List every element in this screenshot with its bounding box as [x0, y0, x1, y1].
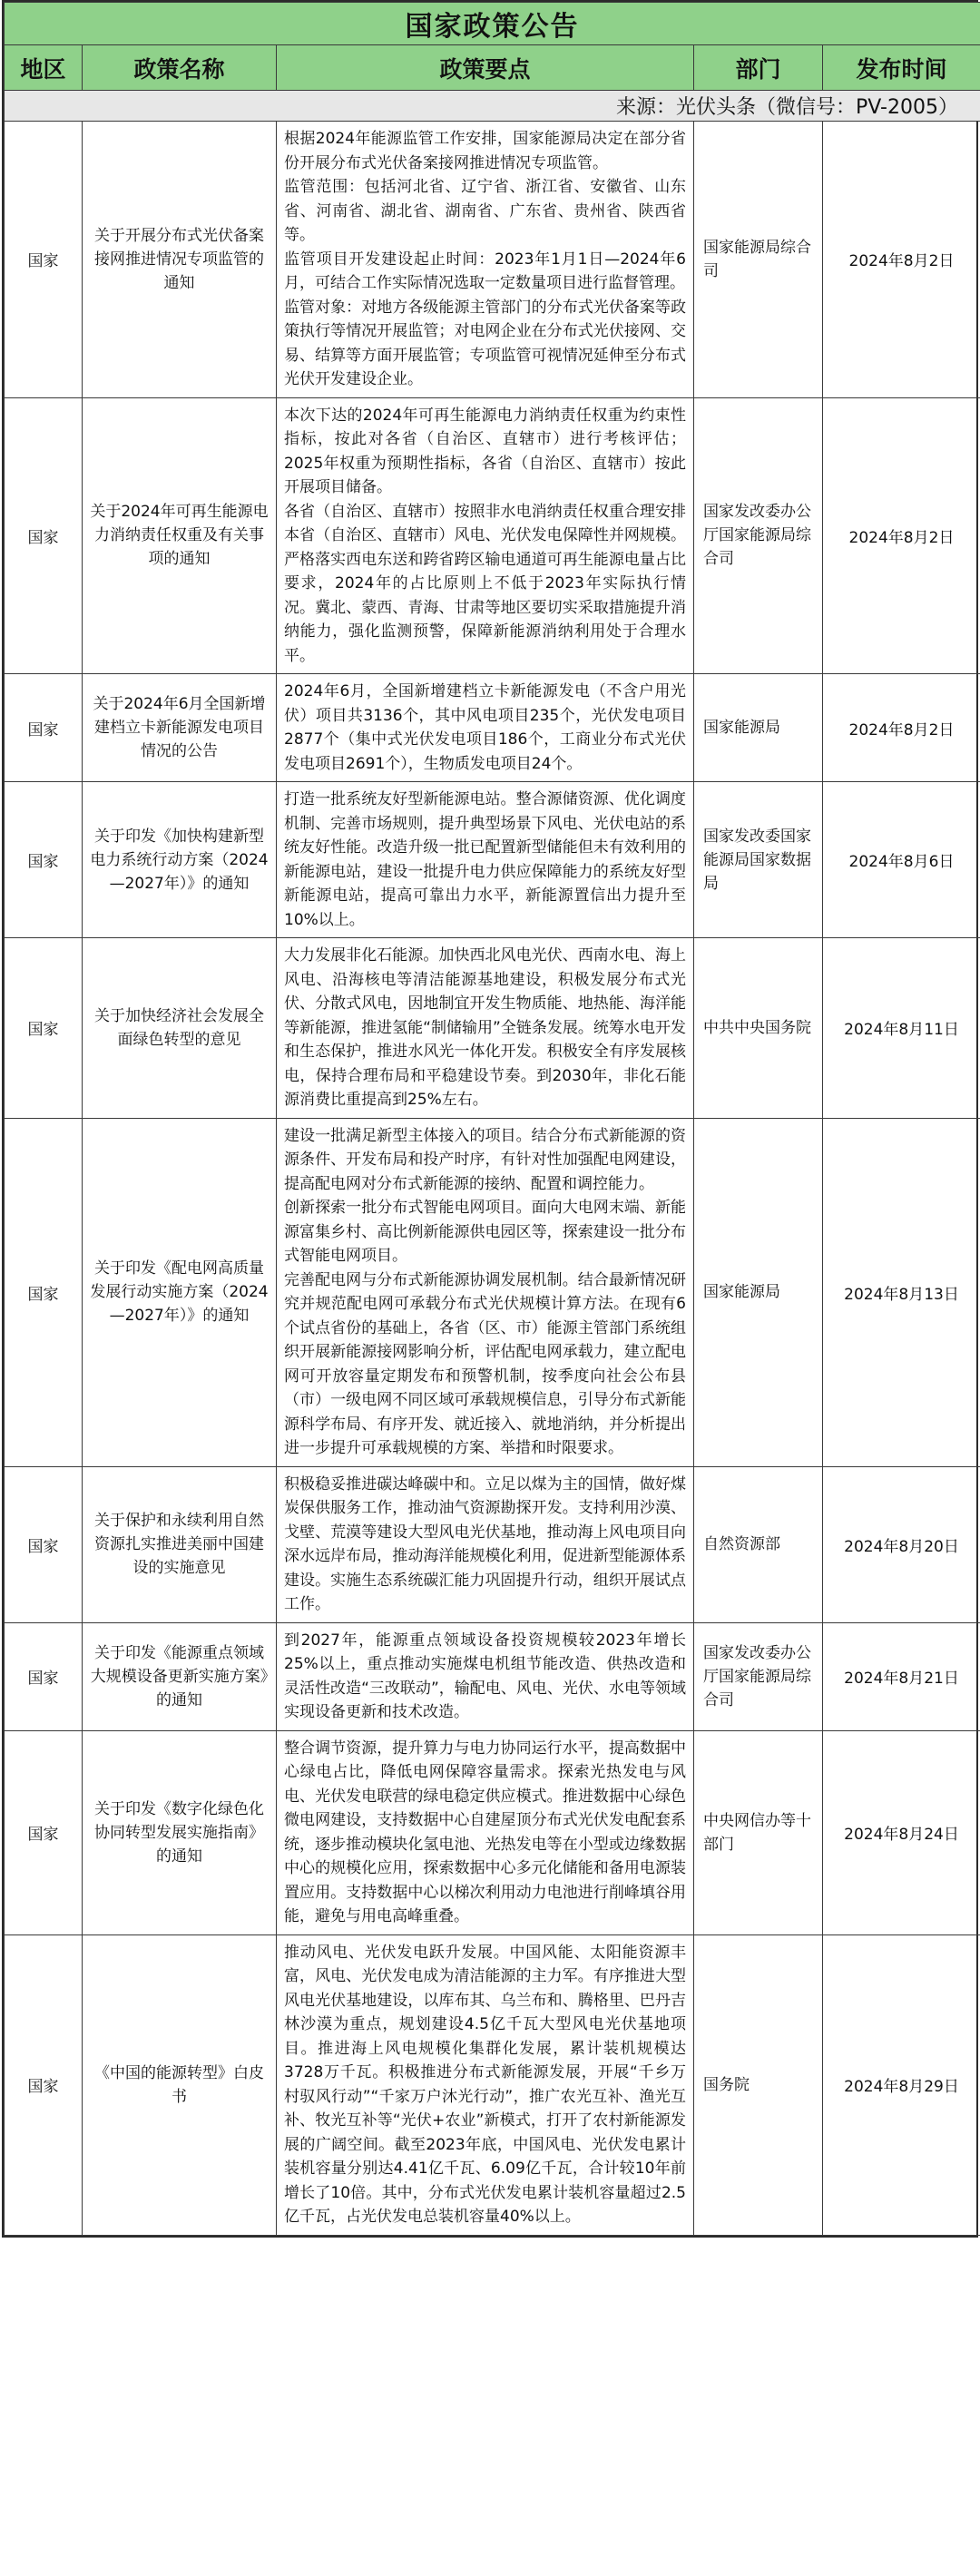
- cell-policy-name: 关于印发《配电网高质量发展行动实施方案（2024—2027年）》的通知: [83, 1118, 277, 1466]
- header-region: 地区: [5, 45, 83, 91]
- cell-publish-date: 2024年8月2日: [823, 122, 980, 398]
- cell-publish-date: 2024年8月20日: [823, 1466, 980, 1622]
- cell-publish-date: 2024年8月11日: [823, 938, 980, 1119]
- cell-department: 中央网信办等十部门: [694, 1730, 823, 1934]
- cell-policy-name: 关于保护和永续利用自然资源扎实推进美丽中国建设的实施意见: [83, 1466, 277, 1622]
- policy-point-paragraph: 监管对象：对地方各级能源主管部门的分布式光伏备案等政策执行等情况开展监管；对电网企业在分布式光伏接网、交易、结算等方面开展监管；专项监管可视情况延伸至分布式光伏开发建设企业。: [284, 298, 686, 388]
- cell-department: 国家发改委办公厅国家能源局综合司: [694, 1622, 823, 1730]
- policy-point-paragraph: 到2027年，能源重点领域设备投资规模较2023年增长25%以上，重点推动实施煤电机组节能改造、供热改造和灵活性改造“三改联动”，输配电、风电、光伏、水电等领域实现设备更新和技术改造。: [284, 1631, 686, 1721]
- cell-policy-points: [277, 1934, 694, 2235]
- table-row: [5, 1466, 980, 1622]
- policy-point-paragraph: 建设一批满足新型主体接入的项目。结合分布式新能源的资源条件、开发布局和投产时序，有针对性加强配电网建设，提高配电网对分布式新能源的接纳、配置和调控能力。: [284, 1126, 686, 1193]
- cell-department: 中共中央国务院: [694, 938, 823, 1119]
- header-date: 发布时间: [823, 45, 980, 91]
- cell-department: 国家能源局综合司: [694, 122, 823, 398]
- policy-point-paragraph: 完善配电网与分布式新能源协调发展机制。结合最新情况研究并规范配电网可承载分布式光伏规模计算方法。在现有6个试点省份的基础上，各省（区、市）能源主管部门系统组织开展新能源接网影响分析，评估配电网承载力，建立配电网可开放容量定期发布和预警机制，按季度向社会公布县（市）一级电网不同区域可承载规模信息，引导分布式新能源科学布局、有序开发、就近接入、就地消纳，并分析提出进一步提升可承载规模的方案、举措和时限要求。: [284, 1270, 686, 1457]
- source-row: [5, 91, 980, 122]
- cell-publish-date: 2024年8月21日: [823, 1622, 980, 1730]
- cell-region: 国家: [5, 782, 83, 938]
- header-dept: 部门: [694, 45, 823, 91]
- cell-policy-name: 关于印发《数字化绿色化协同转型发展实施指南》的通知: [83, 1730, 277, 1934]
- source-note: 来源：光伏头条（微信号：PV-2005）: [5, 91, 980, 122]
- policy-point-paragraph: 2024年6月，全国新增建档立卡新能源发电（不含户用光伏）项目共3136个，其中风电项目235个，光伏发电项目2877个（集中式光伏发电项目186个，工商业分布式光伏发电项目2691个），生物质发电项目24个。: [284, 682, 686, 773]
- policy-point-paragraph: 各省（自治区、直辖市）按照非水电消纳责任权重合理安排本省（自治区、直辖市）风电、光伏发电保障性并网规模。严格落实西电东送和跨省跨区输电通道可再生能源电量占比要求，2024年的占比原则上不低于2023年实际执行情况。冀北、蒙西、青海、甘肃等地区要切实采取措施提升消纳能力，强化监测预警，保障新能源消纳利用处于合理水平。: [284, 502, 686, 665]
- cell-publish-date: 2024年8月6日: [823, 782, 980, 938]
- policy-table: [4, 2, 980, 2236]
- header-row: [5, 45, 980, 91]
- table-row: [5, 1622, 980, 1730]
- table-row: [5, 122, 980, 398]
- cell-department: 国家发改委办公厅国家能源局综合司: [694, 397, 823, 674]
- cell-region: 国家: [5, 122, 83, 398]
- cell-region: 国家: [5, 1466, 83, 1622]
- policy-point-paragraph: 打造一批系统友好型新能源电站。整合源储资源、优化调度机制、完善市场规则，提升典型场景下风电、光伏电站的系统友好性能。改造升级一批已配置新型储能但未有效利用的新能源电站，建设一批提升电力供应保障能力的系统友好型新能源电站，提高可靠出力水平，新能源置信出力提升至10%以上。: [284, 790, 686, 929]
- policy-point-paragraph: 积极稳妥推进碳达峰碳中和。立足以煤为主的国情，做好煤炭保供服务工作，推动油气资源勘探开发。支持利用沙漠、戈壁、荒漠等建设大型风电光伏基地，推动海上风电项目向深水远岸布局，推动海洋能规模化利用，促进新型能源体系建设。实施生态系统碳汇能力巩固提升行动，组织开展试点工作。: [284, 1474, 686, 1613]
- cell-policy-points: [277, 397, 694, 674]
- cell-region: 国家: [5, 674, 83, 782]
- cell-publish-date: 2024年8月2日: [823, 674, 980, 782]
- cell-policy-points: [277, 122, 694, 398]
- table-row: [5, 938, 980, 1119]
- policy-point-paragraph: 监管范围：包括河北省、辽宁省、浙江省、安徽省、山东省、河南省、湖北省、湖南省、广东省、贵州省、陕西省等。: [284, 178, 686, 244]
- cell-policy-points: [277, 674, 694, 782]
- cell-publish-date: 2024年8月13日: [823, 1118, 980, 1466]
- table-body: [5, 122, 980, 2236]
- table-row: [5, 1934, 980, 2235]
- cell-region: 国家: [5, 1118, 83, 1466]
- cell-region: 国家: [5, 1622, 83, 1730]
- cell-policy-points: [277, 938, 694, 1119]
- cell-policy-name: 《中国的能源转型》白皮书: [83, 1934, 277, 2235]
- cell-policy-name: 关于印发《能源重点领域大规模设备更新实施方案》的通知: [83, 1622, 277, 1730]
- cell-policy-points: [277, 1730, 694, 1934]
- table-row: [5, 782, 980, 938]
- policy-point-paragraph: 整合调节资源，提升算力与电力协同运行水平，提高数据中心绿电占比，降低电网保障容量需求。探索光热发电与风电、光伏发电联营的绿电稳定供应模式。推进数据中心绿色微电网建设，支持数据中心自建屋顶分布式光伏发电配套系统，逐步推动模块化氢电池、光热发电等在小型或边缘数据中心的规模化应用，探索数据中心多元化储能和备用电源装置应用。支持数据中心以梯次利用动力电池进行削峰填谷用能，避免与用电高峰重叠。: [284, 1739, 686, 1925]
- policy-sheet: [2, 0, 978, 2238]
- cell-publish-date: 2024年8月24日: [823, 1730, 980, 1934]
- cell-region: 国家: [5, 1730, 83, 1934]
- table-row: [5, 397, 980, 674]
- cell-policy-points: [277, 1622, 694, 1730]
- title-row: [5, 3, 980, 45]
- policy-point-paragraph: 根据2024年能源监管工作安排，国家能源局决定在部分省份开展分布式光伏备案接网推进情况专项监管。: [284, 130, 686, 172]
- cell-policy-name: 关于印发《加快构建新型电力系统行动方案（2024—2027年）》的通知: [83, 782, 277, 938]
- policy-point-paragraph: 推动风电、光伏发电跃升发展。中国风能、太阳能资源丰富，风电、光伏发电成为清洁能源的主力军。有序推进大型风电光伏基地建设，以库布其、乌兰布和、腾格里、巴丹吉林沙漠为重点，规划建设4.5亿千瓦大型风电光伏基地项目。推进海上风电规模化集群化发展，累计装机规模达3728万千瓦。积极推进分布式新能源发展，开展“千乡万村驭风行动”“千家万户沐光行动”，推广农光互补、渔光互补、牧光互补等“光伏+农业”新模式，打开了农村新能源发展的广阔空间。截至2023年底，中国风电、光伏发电累计装机容量分别达4.41亿千瓦、6.09亿千瓦，合计较10年前增长了10倍。其中，分布式光伏发电累计装机容量超过2.5亿千瓦，占光伏发电总装机容量40%以上。: [284, 1943, 686, 2226]
- cell-publish-date: 2024年8月2日: [823, 397, 980, 674]
- cell-policy-points: [277, 782, 694, 938]
- cell-region: 国家: [5, 397, 83, 674]
- table-row: [5, 1730, 980, 1934]
- policy-point-paragraph: 创新探索一批分布式智能电网项目。面向大电网末端、新能源富集乡村、高比例新能源供电园区等，探索建设一批分布式智能电网项目。: [284, 1199, 686, 1265]
- cell-department: 国务院: [694, 1934, 823, 2235]
- cell-policy-name: 关于2024年6月全国新增建档立卡新能源发电项目情况的公告: [83, 674, 277, 782]
- cell-department: 国家能源局: [694, 1118, 823, 1466]
- cell-department: 国家能源局: [694, 674, 823, 782]
- policy-point-paragraph: 本次下达的2024年可再生能源电力消纳责任权重为约束性指标，按此对各省（自治区、直辖市）进行考核评估；2025年权重为预期性指标，各省（自治区、直辖市）按此开展项目储备。: [284, 406, 686, 496]
- cell-department: 自然资源部: [694, 1466, 823, 1622]
- table-title: 国家政策公告: [5, 3, 980, 45]
- header-points: 政策要点: [277, 45, 694, 91]
- cell-policy-points: [277, 1466, 694, 1622]
- table-row: [5, 1118, 980, 1466]
- cell-publish-date: 2024年8月29日: [823, 1934, 980, 2235]
- header-name: 政策名称: [83, 45, 277, 91]
- cell-region: 国家: [5, 1934, 83, 2235]
- table-row: [5, 674, 980, 782]
- policy-point-paragraph: 监管项目开发建设起止时间：2023年1月1日—2024年6月，可结合工作实际情况选取一定数量项目进行监督管理。: [284, 250, 686, 292]
- cell-policy-name: 关于2024年可再生能源电力消纳责任权重及有关事项的通知: [83, 397, 277, 674]
- cell-policy-name: 关于加快经济社会发展全面绿色转型的意见: [83, 938, 277, 1119]
- cell-department: 国家发改委国家能源局国家数据局: [694, 782, 823, 938]
- cell-policy-name: 关于开展分布式光伏备案接网推进情况专项监管的通知: [83, 122, 277, 398]
- cell-region: 国家: [5, 938, 83, 1119]
- cell-policy-points: [277, 1118, 694, 1466]
- policy-point-paragraph: 大力发展非化石能源。加快西北风电光伏、西南水电、海上风电、沿海核电等清洁能源基地建设，积极发展分布式光伏、分散式风电，因地制宜开发生物质能、地热能、海洋能等新能源，推进氢能“制储输用”全链条发展。统筹水电开发和生态保护，推进水风光一体化开发。积极安全有序发展核电，保持合理布局和平稳建设节奏。到2030年，非化石能源消费比重提高到25%左右。: [284, 946, 686, 1109]
